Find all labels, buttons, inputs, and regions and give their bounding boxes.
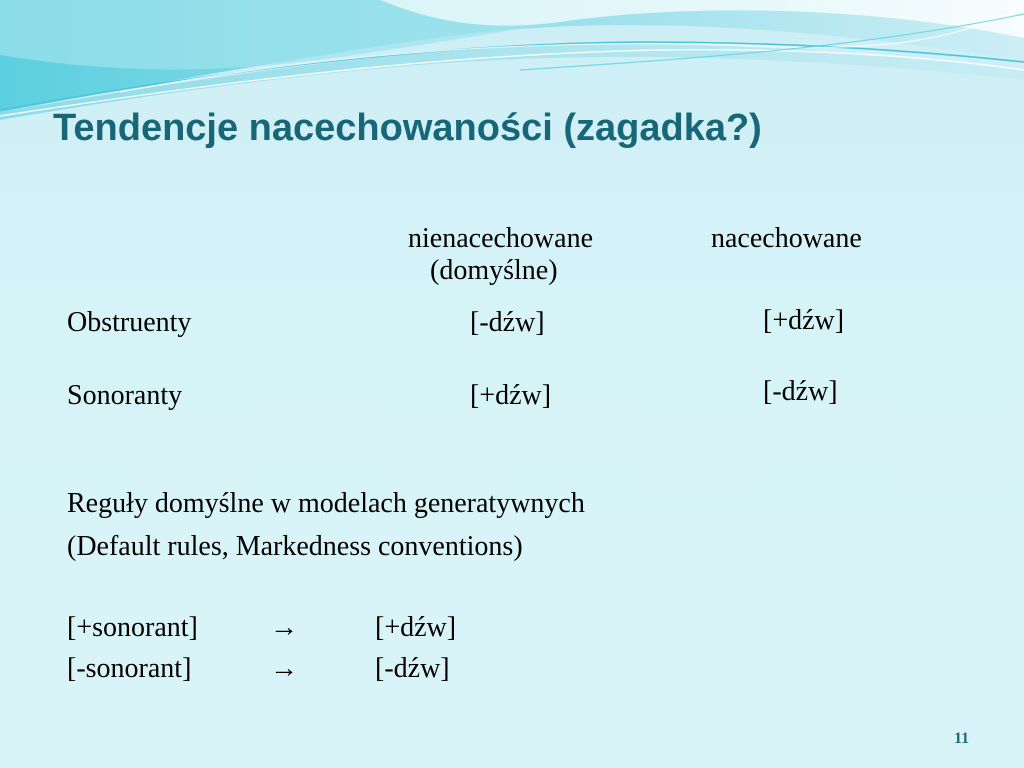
slide-title: Tendencje nacechowaności (zagadka?) [53,107,762,149]
row-label-obstruents: Obstruenty [67,307,192,338]
page-number: 11 [954,730,970,747]
column-header-unmarked: nienacechowane [408,223,593,254]
row-sonorants-unmarked: [+dźw] [470,380,552,411]
rules-heading: Reguły domyślne w modelach generatywnych [67,488,585,519]
header-wave-decoration [0,0,1024,120]
row-obstruents-unmarked: [-dźw] [470,307,545,338]
rules-subheading: (Default rules, Markedness conventions) [67,531,523,562]
row-label-sonorants: Sonoranty [67,380,183,411]
rule-lhs: [-sonorant] [67,653,192,684]
rule-lhs: [+sonorant] [67,612,198,643]
rule-rhs: [+dźw] [375,612,457,643]
row-sonorants-marked: [-dźw] [763,376,838,407]
column-header-unmarked-sub: (domyślne) [430,255,558,286]
rule-arrow: → [270,653,298,684]
row-obstruents-marked: [+dźw] [763,305,845,336]
rule-rhs: [-dźw] [375,653,450,684]
rule-arrow: → [270,612,298,643]
column-header-marked: nacechowane [711,223,862,254]
